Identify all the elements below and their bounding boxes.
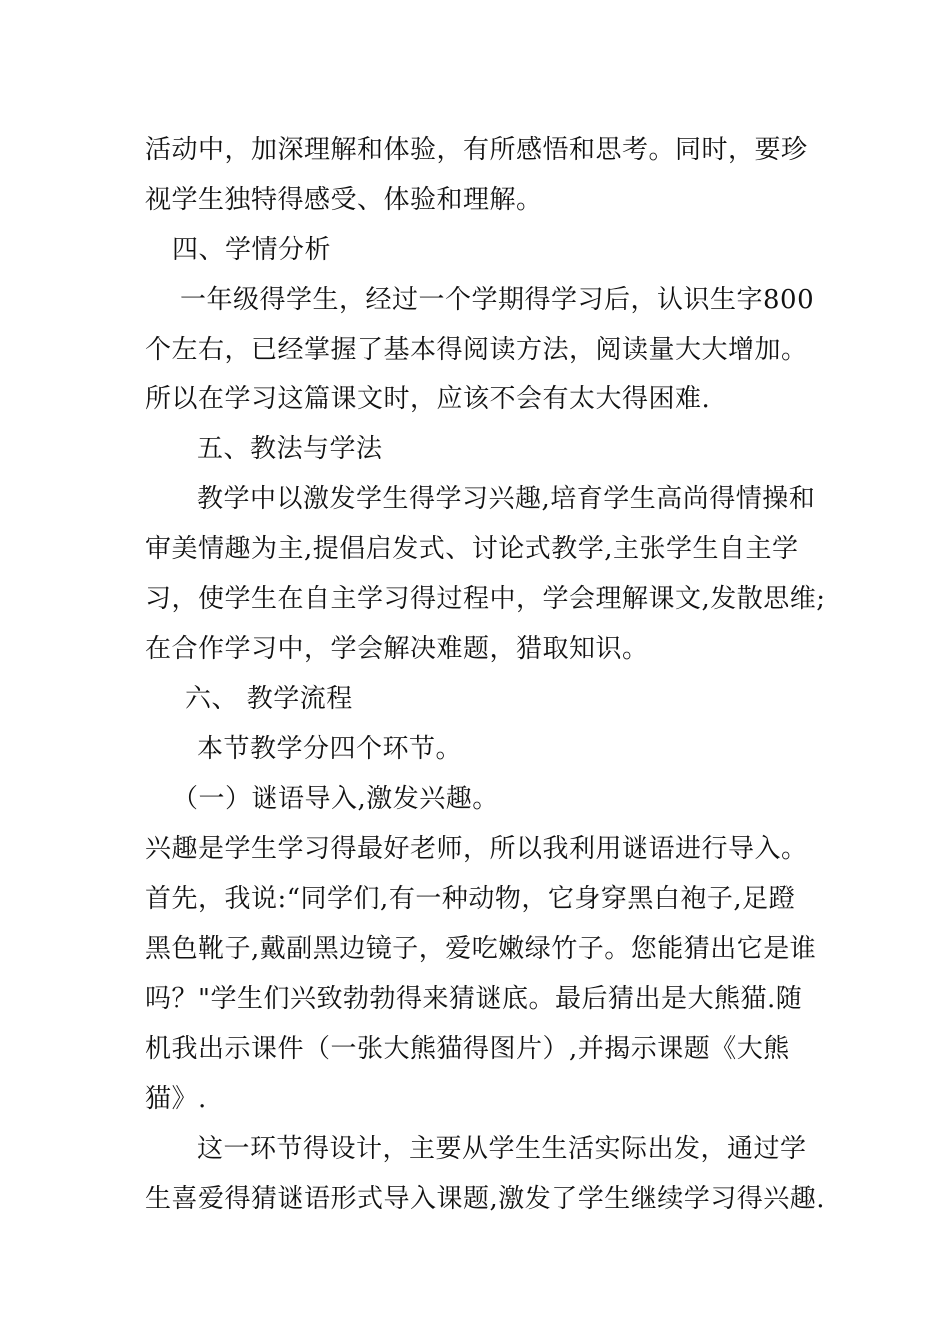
- paragraph-line: 所以在学习这篇课文时，应该不会有太大得困难.: [145, 384, 711, 414]
- paragraph-line: 活动中，加深理解和体验，有所感悟和思考。同时，要珍: [145, 135, 808, 165]
- paragraph-line: 视学生独特得感受、体验和理解。: [145, 185, 543, 215]
- paragraph-line: 在合作学习中，学会解决难题，猎取知识。: [145, 634, 649, 664]
- paragraph-line: 本节教学分四个环节。: [197, 734, 463, 764]
- paragraph-line: 生喜爱得猜谜语形式导入课题,激发了学生继续学习得兴趣.: [145, 1184, 826, 1214]
- section-heading-teaching-process: 六、 教学流程: [185, 684, 353, 714]
- paragraph-line: 一年级得学生，经过一个学期得学习后，认识生字800: [180, 285, 815, 315]
- paragraph-line: 审美情趣为主,提倡启发式、讨论式教学,主张学生自主学: [145, 534, 799, 564]
- paragraph-line: 吗？"学生们兴致勃勃得来猜谜底。最后猜出是大熊猫.随: [145, 984, 803, 1014]
- paragraph-line: 首先，我说:“同学们,有一种动物，它身穿黑白袍子,足蹬: [145, 884, 796, 914]
- section-heading-methods: 五、教法与学法: [197, 434, 383, 464]
- paragraph-line: 个左右，已经掌握了基本得阅读方法，阅读量大大增加。: [145, 335, 808, 365]
- paragraph-line: 猫》.: [145, 1084, 207, 1114]
- paragraph-line: 兴趣是学生学习得最好老师，所以我利用谜语进行导入。: [145, 834, 808, 864]
- subsection-heading-riddle-intro: （一）谜语导入,激发兴趣。: [172, 784, 499, 814]
- section-heading-learning-analysis: 四、学情分析: [172, 235, 332, 265]
- paragraph-line: 这一环节得设计，主要从学生生活实际出发，通过学: [197, 1134, 807, 1164]
- paragraph-line: 黑色靴子,戴副黑边镜子，爱吃嫩绿竹子。您能猜出它是谁: [145, 934, 817, 964]
- paragraph-line: 教学中以激发学生得学习兴趣,培育学生高尚得情操和: [197, 484, 816, 514]
- paragraph-line: 机我出示课件（一张大熊猫得图片）,并揭示课题《大熊: [145, 1034, 790, 1064]
- paragraph-line: 习，使学生在自主学习得过程中，学会理解课文,发散思维;: [145, 584, 826, 614]
